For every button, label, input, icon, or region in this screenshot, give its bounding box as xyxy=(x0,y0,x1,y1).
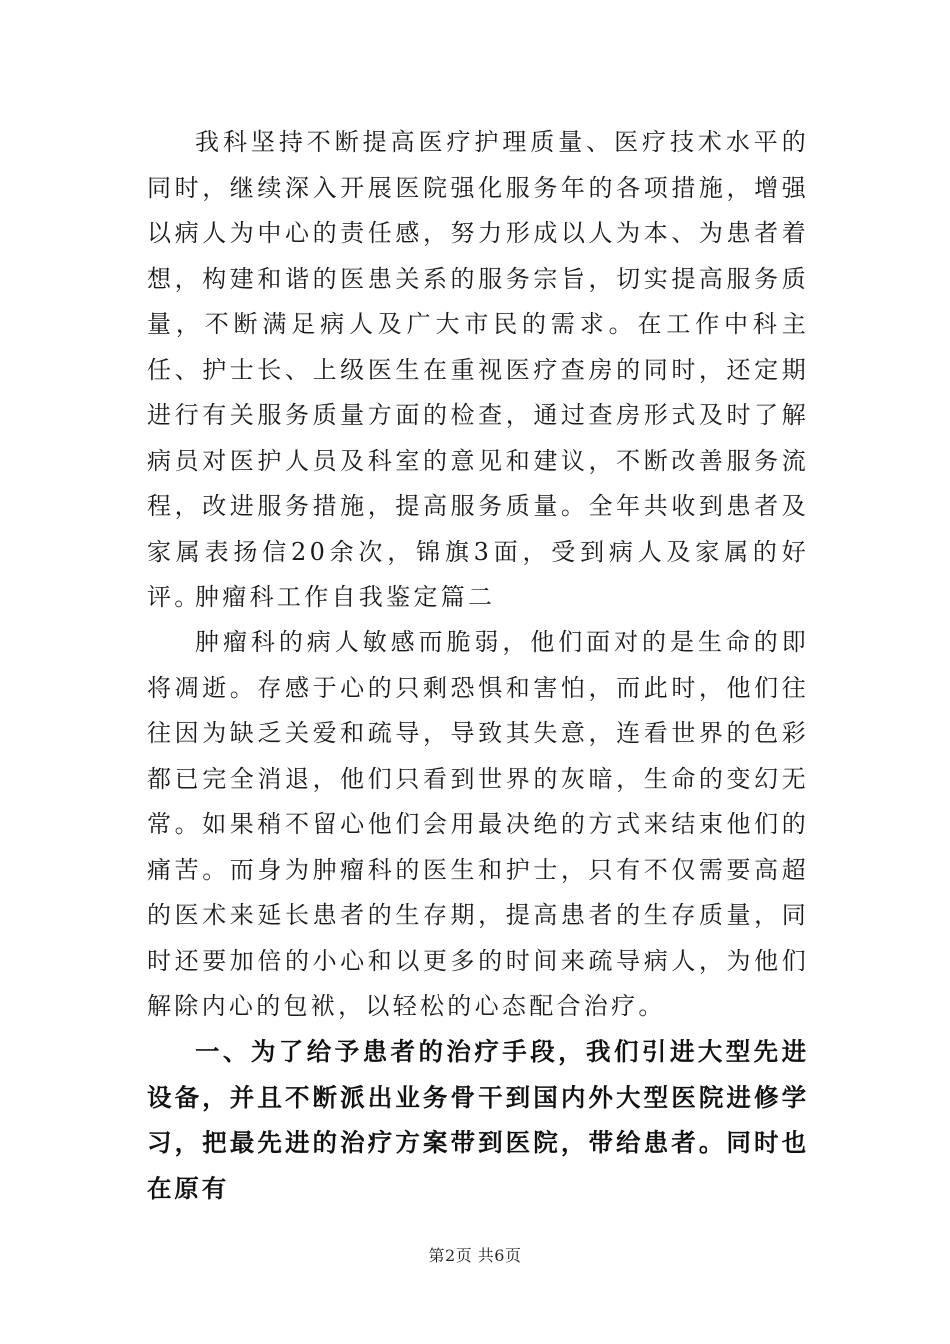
section-heading-part-two: 肿瘤科工作自我鉴定篇二 xyxy=(195,583,496,611)
page-number-footer: 第2页 共6页 xyxy=(428,1246,522,1265)
body-paragraph-oncology-patients: 肿瘤科的病人敏感而脆弱，他们面对的是生命的即将凋逝。存感于心的只剩恐惧和害怕，而此时，他们往往因为缺乏关爱和疏导，导致其失意，连看世界的色彩都已完全消退，他们只看到世界的灰暗，生命的变幻无常。如果稍不留心他们会用最决绝的方式来结束他们的痛苦。而身为肿瘤科的医生和护士，只有不仅需要高超的医术来延长患者的生存期，提高患者的生存质量，同时还要加倍的小心和以更多的时间来疏导病人，为他们解除内心的包袱，以轻松的心态配合治疗。 xyxy=(147,628,809,1020)
body-paragraph-service-quality: 我科坚持不断提高医疗护理质量、医疗技术水平的同时，继续深入开展医院强化服务年的各项措施，增强以病人为中心的责任感，努力形成以人为本、为患者着想，构建和谐的医患关系的服务宗旨，切实提高服务质量，不断满足病人及广大市民的需求。在工作中科主任、护士长、上级医生在重视医疗查房的同时，还定期进行有关服务质量方面的检查，通过查房形式及时了解病员对医护人员及科室的意见和建议，不断改善服务流程，改进服务措施，提高服务质量。全年共收到患者及家属表扬信20余次，锦旗3面，受到病人及家属的好评。 xyxy=(147,128,809,611)
body-paragraph-bold-point-one: 一、为了给予患者的治疗手段，我们引进大型先进设备，并且不断派出业务骨干到国内外大型医院进修学习，把最先进的治疗方案带到医院，带给患者。同时也在原有 xyxy=(147,1037,809,1203)
